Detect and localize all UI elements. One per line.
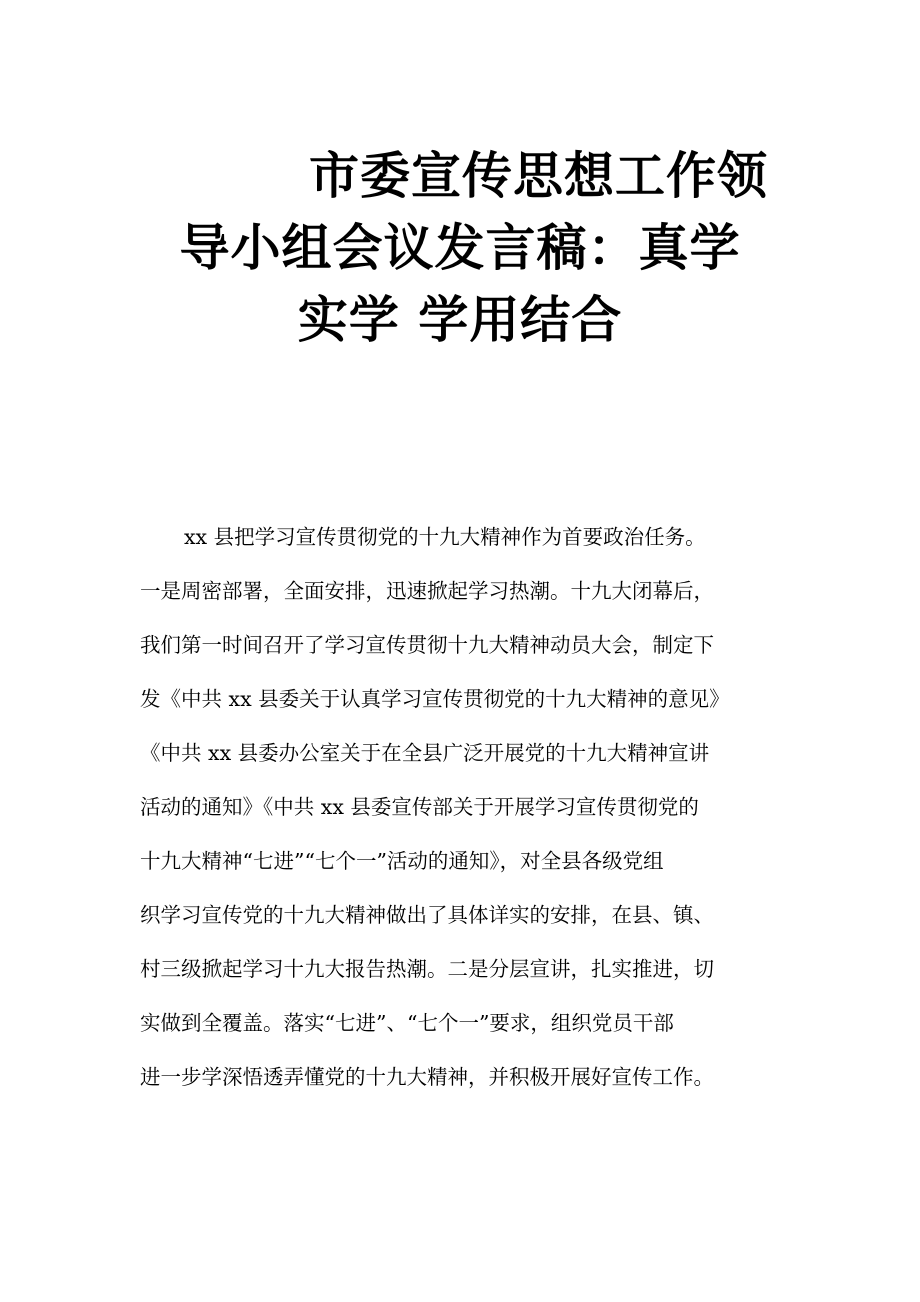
paragraph-line-11: 进一步学深悟透弄懂党的十九大精神，并积极开展好宣传工作。 (140, 1065, 714, 1089)
title-line-3: 实学 学用结合 (297, 291, 623, 349)
paragraph-line-8: 织学习宣传党的十九大精神做出了具体详实的安排，在县、镇、 (140, 903, 714, 927)
paragraph-line-4: 发《中共 xx 县委关于认真学习宣传贯彻党的十九大精神的意见》 (140, 687, 730, 711)
document-title (140, 140, 780, 356)
paragraph-line-7: 十九大精神“七进”“七个一”活动的通知》，对全县各级党组 (140, 849, 664, 873)
title-line-1: 市委宣传思想工作领 (309, 147, 768, 205)
paragraph-line-1: xx 县把学习宣传贯彻党的十九大精神作为首要政治任务。 (184, 525, 706, 549)
paragraph-line-3: 我们第一时间召开了学习宣传贯彻十九大精神动员大会，制定下 (140, 633, 714, 657)
paragraph-line-6: 活动的通知》《中共 xx 县委宣传部关于开展学习宣传贯彻党的 (140, 795, 699, 819)
paragraph-line-9: 村三级掀起学习十九大报告热潮。二是分层宣讲，扎实推进，切 (140, 957, 714, 981)
body-paragraph (140, 510, 790, 1104)
paragraph-line-10: 实做到全覆盖。落实“七进”、“七个一”要求，组织党员干部 (140, 1011, 674, 1035)
title-line-2: 导小组会议发言稿：真学 (179, 219, 741, 277)
paragraph-line-5: 《中共 xx 县委办公室关于在全县广泛开展党的十九大精神宣讲 (140, 741, 710, 765)
paragraph-line-2: 一是周密部署，全面安排，迅速掀起学习热潮。十九大闭幕后， (140, 579, 714, 603)
